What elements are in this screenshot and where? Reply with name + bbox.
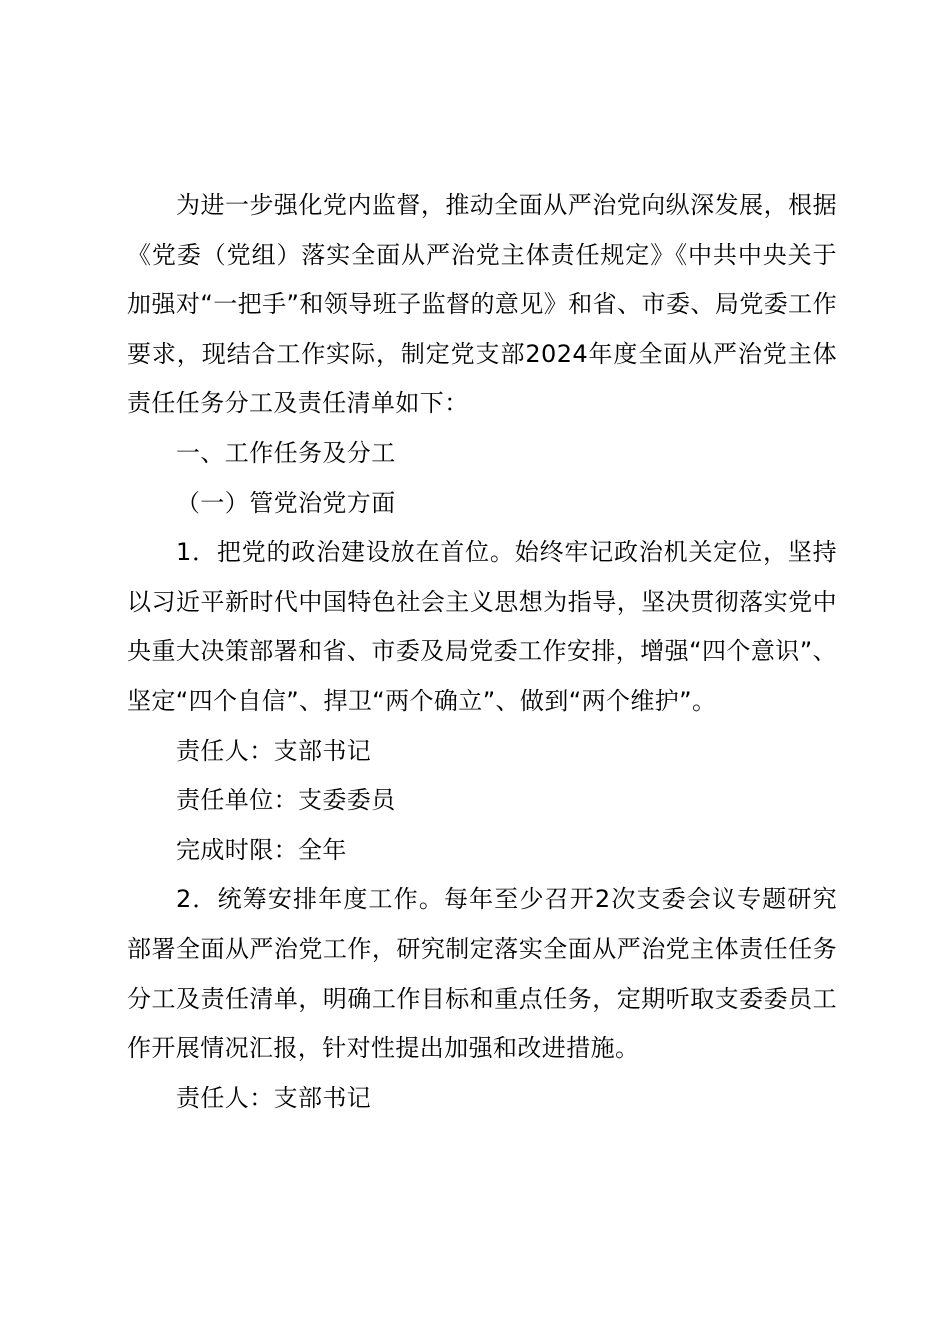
section-heading-work-tasks: 一、工作任务及分工 xyxy=(176,438,396,467)
task-1-paragraph: 1．把党的政治建设放在首位。始终牢记政治机关定位，坚持以习近平新时代中国特色社会主义思想为指导，坚决贯彻落实党中央重大决策部署和省、市委及局党委工作安排，增强“四个意识”、坚定“四个自信”、捍卫“两个确立”、做到“两个维护”。 xyxy=(127,538,837,715)
task-1-deadline: 完成时限：全年 xyxy=(176,835,347,864)
task-2-paragraph: 2．统筹安排年度工作。每年至少召开2次支委会议专题研究部署全面从严治党工作，研究制定落实全面从严治党主体责任任务分工及责任清单，明确工作目标和重点任务，定期听取支委委员工作开展情况汇报，针对性提出加强和改进措施。 xyxy=(127,885,837,1063)
task-2-responsible-person: 责任人：支部书记 xyxy=(176,1083,372,1112)
task-1-responsible-person: 责任人：支部书记 xyxy=(176,736,372,765)
task-1-responsible-unit: 责任单位：支委委员 xyxy=(176,786,396,815)
document-body xyxy=(127,181,837,1123)
subsection-heading-party-governance: （一）管党治党方面 xyxy=(176,488,396,517)
intro-paragraph: 为进一步强化党内监督，推动全面从严治党向纵深发展，根据《党委（党组）落实全面从严治党主体责任规定》《中共中央关于加强对“一把手”和领导班子监督的意见》和省、市委、局党委工作要求，现结合工作实际，制定党支部2024年度全面从严治党主体责任任务分工及责任清单如下： xyxy=(127,191,837,418)
